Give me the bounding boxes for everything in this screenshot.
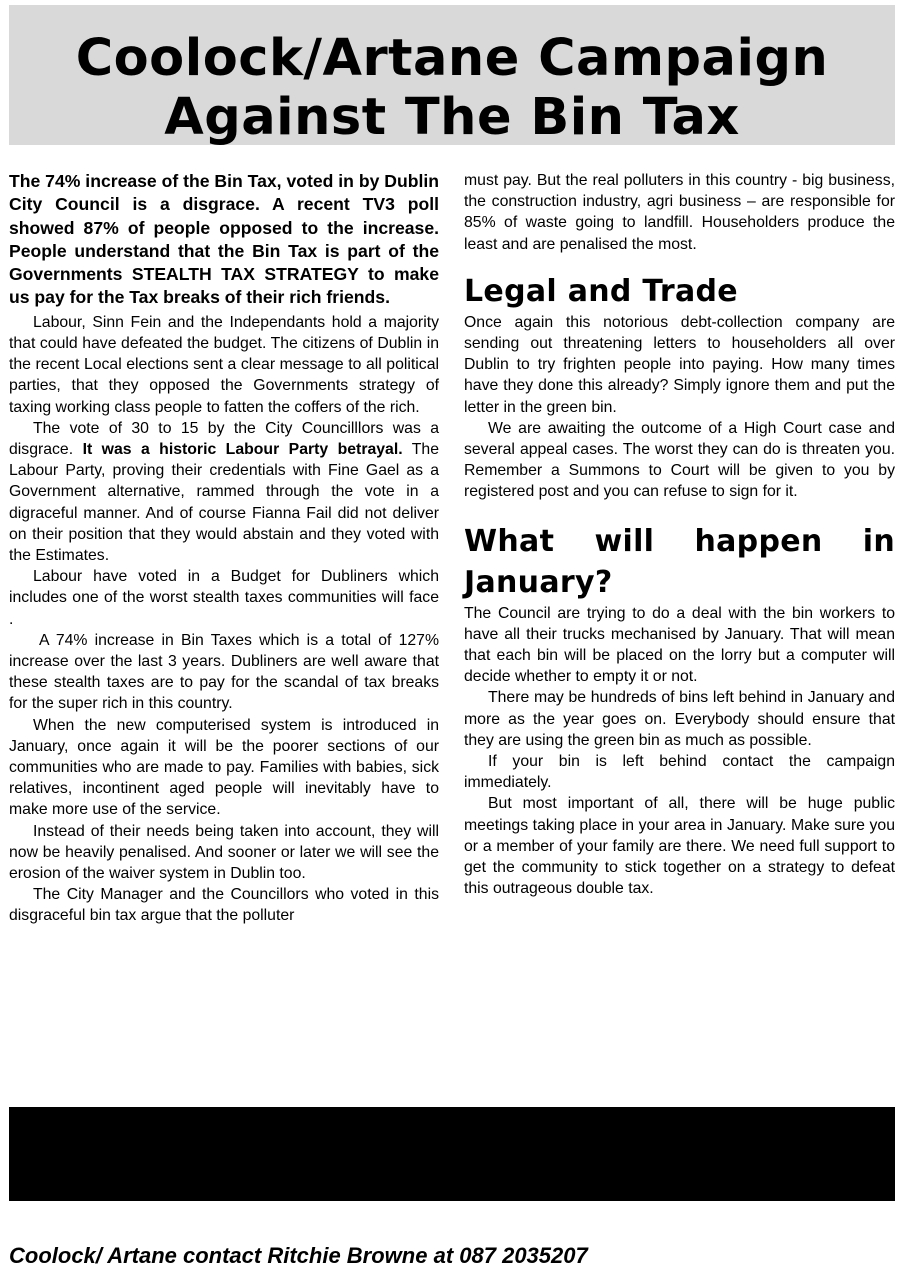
paragraph-majority: Labour, Sinn Fein and the Independants hold a majority that could have defeated the budget. The citizens of Dublin in the recent Local elections sent a clear message to all political parties, that they opposed the Governments strategy of taxing working class people to fatten the coffers of the rich. bbox=[9, 313, 439, 416]
paragraph-bins-left-behind: There may be hundreds of bins left behind in January and more as the year goes on. Everybody should ensure that they are using the green bin as much as possible. bbox=[464, 689, 895, 749]
paragraph-vote bbox=[9, 418, 439, 566]
footer-contact: Coolock/ Artane contact Ritchie Browne at 087 2035207 bbox=[9, 1243, 588, 1268]
paragraph-contact-campaign: If your bin is left behind contact the campaign immediately. bbox=[464, 753, 895, 792]
lead-paragraph: The 74% increase of the Bin Tax, voted in by Dublin City Council is a disgrace. A recent TV3 poll showed 87% of people opposed to the increase. People understand that the Bin Tax is part of the Governments STEALTH TAX STRATEGY to make us pay for the Tax breaks of their rich friends. bbox=[9, 171, 439, 308]
paragraph-polluters: must pay. But the real polluters in this country - big business, the construction industry, agri business – are responsible for 85% of waste going to landfill. Householders produce the least and are penalised the most. bbox=[464, 172, 895, 253]
paragraph-needs: Instead of their needs being taken into account, they will now be heavily penalised. And sooner or later we will see the erosion of the waiver system in Dublin too. bbox=[9, 822, 439, 883]
paragraph-city-manager: The City Manager and the Councillors who voted in this disgraceful bin tax argue that the polluter bbox=[9, 886, 439, 925]
black-banner bbox=[9, 1107, 895, 1201]
paragraph-mechanised-trucks: The Council are trying to do a deal with the bin workers to have all their trucks mechanised by January. That will mean that each bin will be placed on the lorry but a computer will decide whether to empty it or not. bbox=[464, 604, 895, 686]
paragraph-high-court: We are awaiting the outcome of a High Court case and several appeal cases. The worst they can do is threaten you. Remember a Summons to Court will be given to you by registered post and you can refuse to sign for it. bbox=[464, 419, 895, 501]
labour-betrayal-emphasis: It was a historic Labour Party betrayal. bbox=[82, 441, 403, 458]
vote-text-start: The vote of 30 to 15 by the City Councilllors was a disgrace. bbox=[9, 419, 439, 458]
paragraph-budget: Labour have voted in a Budget for Dubliners which includes one of the worst stealth taxes communities will face . bbox=[9, 568, 439, 628]
paragraph-debt-collection: Once again this notorious debt-collection company are sending out threatening letters to householders all over Dublin to try frighten people into paying. How many times have they done this already? Simply ignore them and put the letter in the green bin. bbox=[464, 313, 895, 416]
vote-text-end: The Labour Party, proving their credentials with Fine Gael as a Government alternative, rammed through the vote in a digraceful manner. And of course Fianna Fail did not deliver on their position that they would abstain and they voted with the Estimates. bbox=[9, 441, 440, 565]
right-column bbox=[464, 170, 895, 899]
title-line-1: Coolock/Artane Campaign bbox=[75, 29, 829, 88]
page-title bbox=[9, 5, 895, 145]
heading-january: What will happen in January? bbox=[464, 523, 895, 600]
masthead bbox=[9, 5, 895, 145]
heading-legal-and-trade: Legal and Trade bbox=[464, 273, 738, 309]
left-column bbox=[9, 170, 439, 927]
paragraph-increase: A 74% increase in Bin Taxes which is a total of 127% increase over the last 3 years. Dubliners are well aware that these stealth taxes are to pay for the scandal of tax breaks for the super rich in this country. bbox=[9, 631, 439, 713]
paragraph-public-meetings: But most important of all, there will be huge public meetings taking place in your area in January. Make sure you or a member of your family are there. We need full support to get the community to stick together on a strategy to defeat this outrageous double tax. bbox=[464, 795, 895, 898]
title-line-2: Against The Bin Tax bbox=[164, 88, 740, 145]
paragraph-computerised-system: When the new computerised system is introduced in January, once again it will be the poorer sections of our communities who are made to pay. Families with babies, sick relatives, incontinent aged people will inevitably have to make more use of the service. bbox=[9, 716, 439, 819]
